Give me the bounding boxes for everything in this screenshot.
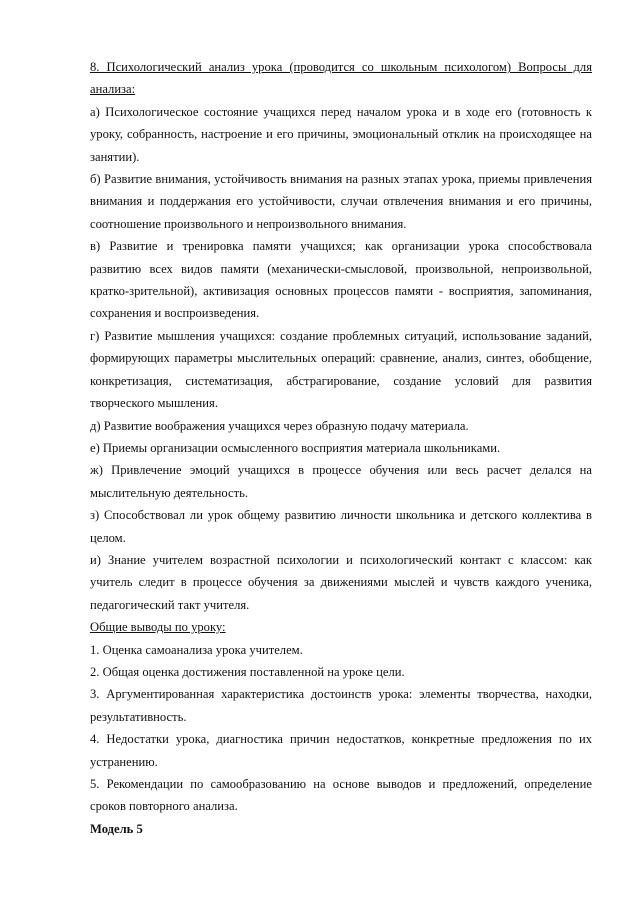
document-body — [90, 56, 592, 840]
item-e: е) Приемы организации осмысленного восприятия материала школьниками. — [90, 440, 501, 455]
item-i: и) Знание учителем возрастной психологии и психологический контакт с классом: как учитель следит в процессе обучения за движениями мыслей и чувств каждого ученика, педагогический такт учителя. — [90, 552, 592, 612]
item-g: г) Развитие мышления учащихся: создание проблемных ситуаций, использование заданий, формирующих параметры мыслительных операций: сравнение, анализ, синтез, обобщение, конкретизация, систематизация, абстрагирование, создание условий для развития творческого мышления. — [90, 328, 592, 411]
item-zh: ж) Привлечение эмоций учащихся в процессе обучения или весь расчет делался на мыслительную деятельность. — [90, 463, 592, 500]
conclusions-title: Общие выводы по уроку: — [90, 620, 226, 635]
conclusion-2: 2. Общая оценка достижения поставленной на уроке цели. — [90, 664, 405, 679]
conclusion-3: 3. Аргументированная характеристика достоинств урока: элементы творчества, находки, результативность. — [90, 687, 592, 724]
item-b: б) Развитие внимания, устойчивость внимания на разных этапах урока, приемы привлечения внимания и поддержания его устойчивости, случаи отвлечения внимания и его причины, соотношение произвольного и непроизвольного внимания. — [90, 172, 592, 231]
item-d: д) Развитие воображения учащихся через образную подачу материала. — [90, 418, 469, 433]
item-a: а) Психологическое состояние учащихся перед началом урока и в ходе его (готовность к уроку, собранность, настроение и его причины, эмоциональный отклик на происходящее на занятии). — [90, 104, 592, 164]
conclusion-5: 5. Рекомендации по самообразованию на основе выводов и предложений, определение сроков повторного анализа. — [90, 777, 592, 814]
model-heading: Модель 5 — [90, 821, 143, 836]
item-v: в) Развитие и тренировка памяти учащихся; как организации урока способствовала развитию всех видов памяти (механически-смысловой, произвольной, непроизвольной, кратко-зрительной), активизация основных процессов памяти - восприятия, запоминания, сохранения и воспроизведения. — [90, 239, 592, 321]
conclusion-1: 1. Оценка самоанализа урока учителем. — [90, 642, 303, 657]
section-8-title: 8. Психологический анализ урока (проводится со школьным психологом) Вопросы для анализа: — [90, 60, 592, 97]
item-z: з) Способствовал ли урок общему развитию личности школьника и детского коллектива в целом. — [90, 508, 592, 545]
conclusion-4: 4. Недостатки урока, диагностика причин недостатков, конкретные предложения по их устранению. — [90, 732, 592, 769]
